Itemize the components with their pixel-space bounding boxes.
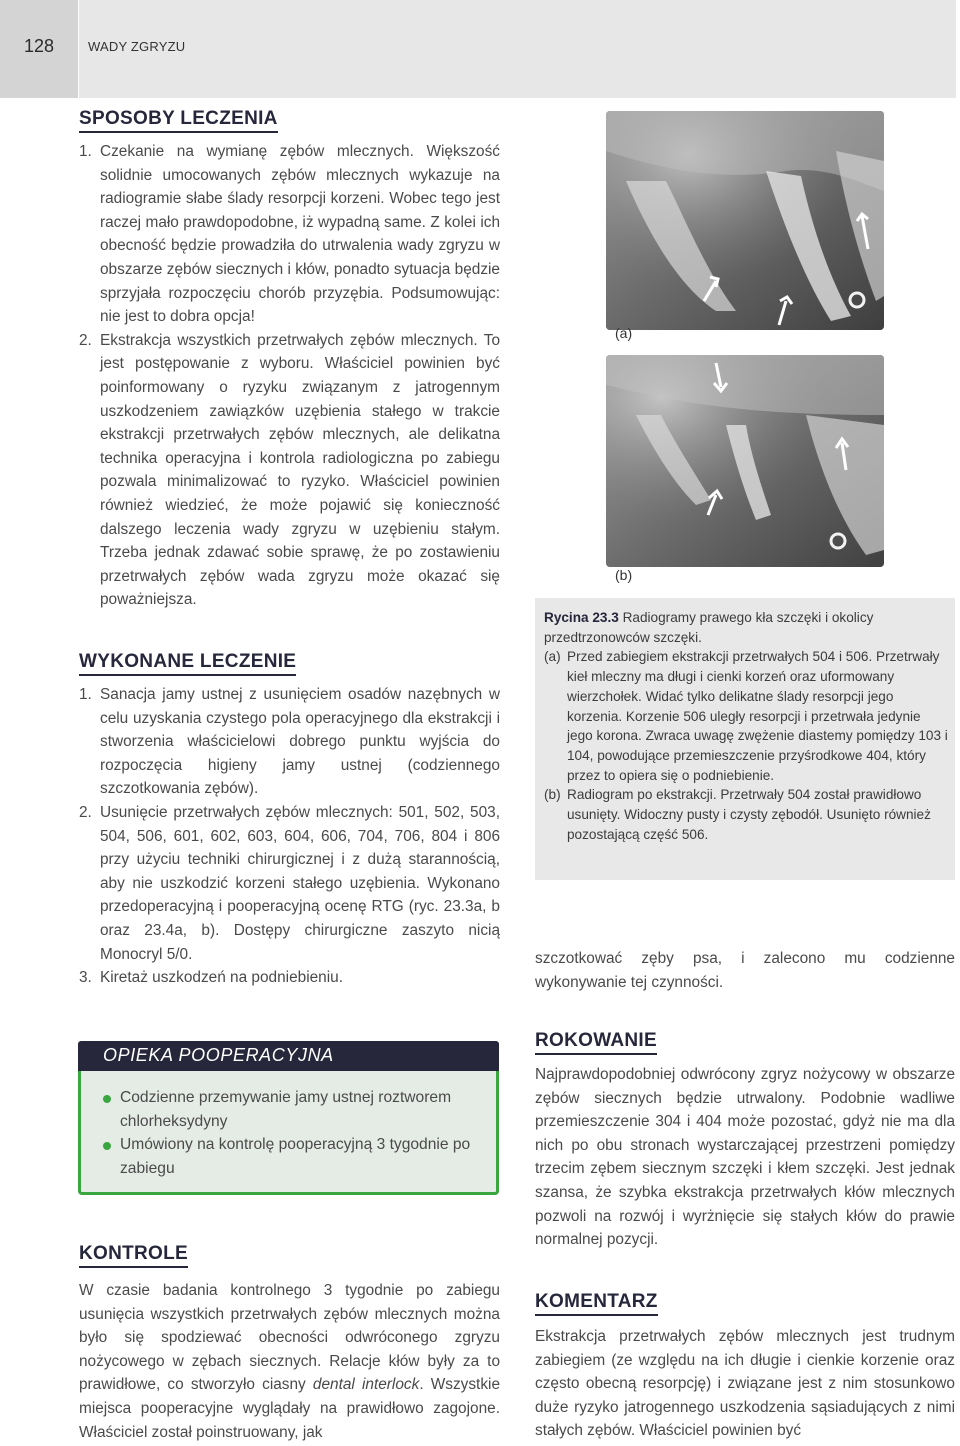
list-text: Codzienne przemywanie jamy ustnej roztworem chlorheksydyny (120, 1089, 452, 1130)
list-text: Sanacja jamy ustnej z usunięciem osadów nazębnych w celu uzyskania czystego pola operacyjnego dla ekstrakcji i stworzenia właścicielowi dobrego punktu wyjścia do rozpoczęcia higieny jamy ustnej (codziennego szczotkowania zębów). (100, 686, 500, 798)
bullet-icon (103, 1142, 111, 1150)
section-heading: KOMENTARZ (535, 1291, 658, 1316)
caption-intro (544, 608, 949, 647)
figure-label-b: (b) (615, 567, 633, 583)
radiograph-b-image (606, 355, 884, 567)
body-text: . Wszystkie miejsca pooperacyjne wyglądały na prawidłowo zagojone. Właściciel został poinstruowany, jak (79, 1376, 501, 1441)
section-heading: WYKONANE LECZENIE (79, 651, 296, 676)
page-number-box (0, 0, 78, 98)
page-number: 128 (24, 36, 55, 56)
list-number: 1. (79, 143, 92, 160)
caption-item-b (544, 785, 949, 844)
list-item (79, 801, 500, 966)
radiograph-a-image (606, 111, 884, 330)
running-head (79, 0, 956, 98)
section-body: Najprawdopodobniej odwrócony zgryz nożycowy w obszarze zębów siecznych będzie utrwalony. Podobnie wadliwe przemieszczenie 304 i 404 może pozostać, gdyż nie ma dla nich po obu stronach wystarczającej przestrzeni pomiędzy trzecim zębem siecznym szczęki i kłem szczęki. Jest jednak szansa, że szybka ekstrakcja przetrwałych kłów mlecznych pozwoli na rozwój i wyrżnięcie się stałych kłów do prawie normalnej pozycji. (535, 1066, 955, 1249)
postop-care-list (99, 1086, 494, 1180)
list-text: Kiretaż uszkodzeń na podniebieniu. (100, 969, 343, 987)
caption-intro-text: Radiogramy prawego kła szczęki i okolicy przedtrzonowców szczęki. (544, 610, 874, 645)
section-sposoby-leczenia (79, 108, 500, 612)
radiograph-a (606, 111, 884, 330)
list-text: Ekstrakcja wszystkich przetrwałych zębów mlecznych. To jest postępowanie z wyboru. Właściciel powinien być poinformowany o ryzyku związanym z jatrogennym uszkodzeniem zawiązków uzębienia stałego w trakcie ekstrakcji przetrwałych zębów mlecznych, ale delikatna technika operacyjna i kontrola radiologiczna po zabiegu pozwala minimalizować to ryzyko. Właściciel powinien również wiedzieć, że może pojawić się konieczność dalszego leczenia wady zgryzu w uzębieniu stałym. Trzeba jednak zdawać sobie sprawę, że po zostawieniu przetrwałych zębów wada zgryzu może okazać się poważniejsza. (100, 331, 500, 609)
section-rokowanie (535, 1030, 955, 1252)
body-text-italic: dental interlock (312, 1376, 420, 1394)
postop-care-header (78, 1041, 499, 1071)
caption-title: Rycina 23.3 (544, 610, 619, 625)
list-number: 2. (79, 331, 92, 349)
list-number: 3. (79, 969, 92, 987)
list-number: 2. (79, 803, 92, 821)
section-heading: SPOSOBY LECZENIA (79, 108, 278, 133)
chapter-title: WADY ZGRYZU (88, 39, 186, 54)
section-body: Ekstrakcja przetrwałych zębów mlecznych jest trudnym zabiegiem (ze względu na ich długie i cienkie korzenie oraz często obecną resorpcję) i związane jest z nim stosunkowo duże ryzyko jatrogennego uszkodzenia sąsiadujących z nimi stałych zębów. Właściciel powinien być (535, 1328, 955, 1440)
body-text: W czasie badania kontrolnego 3 tygodnie po zabiegu usunięcia wszystkich przetrwałych zębów mlecznych można było się spodziewać obecności odwróconego zgryzu nożycowego w zębach siecznych. Relacje kłów były za to prawidłowe, co stworzyło ciasny (79, 1282, 500, 1394)
caption-item-text: Radiogram po ekstrakcji. Przetrwały 504 został prawidłowo usunięty. Widoczny pusty i czysty zębodół. Usunięto również pozostającą część 506. (567, 787, 931, 842)
section-heading: KONTROLE (79, 1243, 188, 1268)
section-kontrole (79, 1243, 500, 1444)
continuation-text: szczotkować zęby psa, i zalecono mu codzienne wykonywanie tej czynności. (535, 950, 955, 991)
section-komentarz (535, 1291, 955, 1443)
section-heading: ROKOWANIE (535, 1030, 657, 1055)
list-item (79, 966, 500, 990)
page-header (0, 0, 960, 98)
figure-caption (535, 598, 955, 880)
list-number: 1. (79, 686, 92, 703)
list-text: Usunięcie przetrwałych zębów mlecznych: 501, 502, 503, 504, 506, 601, 602, 603, 604, 606, 704, 706, 804 i 806 przy użyciu techniki chirurgicznej i z dużą starannością, aby nie uszkodzić korzeni stałego uzębienia. Wykonano przedoperacyjną i pooperacyjną ocenę RTG (ryc. 23.3a, b oraz 23.4a, b). Dostępy chirurgiczne zaszyto nicią Monocryl 5/0. (100, 803, 500, 963)
section-body (79, 140, 500, 612)
bullet-icon (103, 1095, 111, 1103)
list-item (99, 1133, 494, 1180)
list-text: Umówiony na kontrolę pooperacyjną 3 tygodnie po zabiegu (120, 1136, 471, 1177)
list-item (79, 683, 500, 801)
section-body (79, 1279, 500, 1444)
caption-item-a (544, 647, 949, 785)
list-item (79, 140, 500, 329)
figure-label-a: (a) (615, 325, 633, 341)
section-wykonane-leczenie (79, 651, 500, 990)
caption-item-text: Przed zabiegiem ekstrakcji przetrwałych 504 i 506. Przetrwały kieł mleczny ma długi i cienki korzeń oraz uformowany wierzchołek. Widać tylko delikatne ślady resorpcji jego korzenia. Korzenie 506 uległy resorpcji i przetrwała jedynie jego korona. Zwraca uwagę zwężenie diastemy pomiędzy 103 i 104, powodujące przemieszczenie przyśrodkowe 404, który przez to opiera się o podniebienie. (567, 649, 948, 783)
list-text: Czekanie na wymianę zębów mlecznych. Większość solidnie umocowanych zębów mlecznych wykazuje na radiogramie słabe ślady resorpcji korzeni. Wobec tego jest raczej mało prawdopodobne, iż wypadną same. Z kolei ich obecność będzie prowadziła do utrwalenia wady zgryzu w obszarze zębów siecznych i kłów, ponadto sytuacja będzie sprzyjała rozpoczęciu chorób przyzębia. Podsumowując: nie jest to dobra opcja! (100, 143, 500, 326)
list-item (99, 1086, 494, 1133)
radiograph-b (606, 355, 884, 567)
caption-item-label: (b) (544, 787, 561, 803)
caption-item-label: (a) (544, 649, 561, 665)
list-item (79, 329, 500, 612)
postop-care-title: OPIEKA POOPERACYJNA (103, 1045, 334, 1065)
section-body (79, 683, 500, 990)
